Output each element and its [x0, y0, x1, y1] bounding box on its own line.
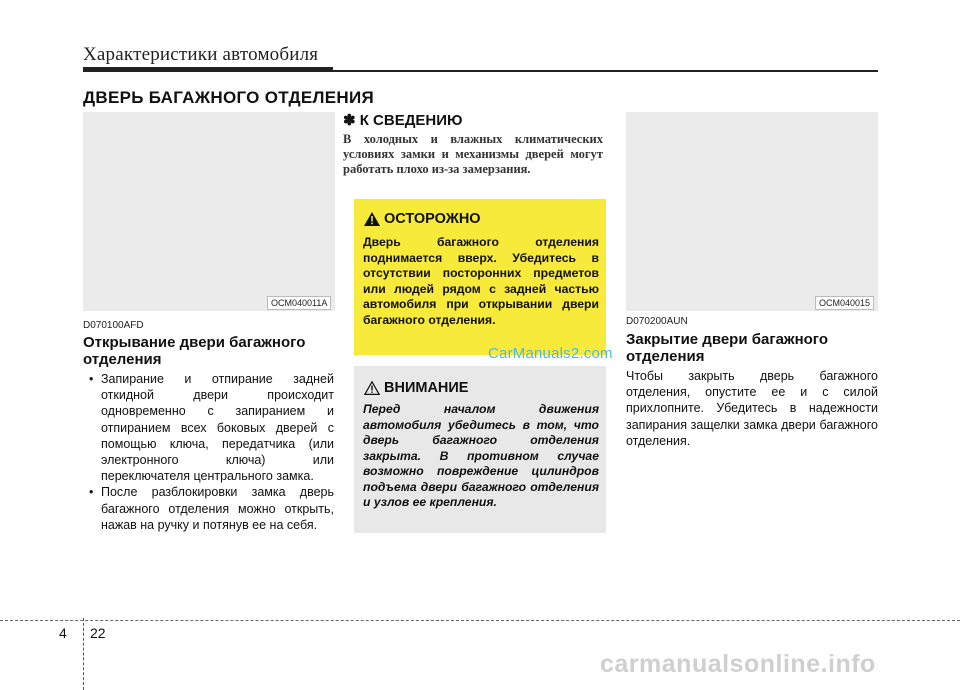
- bullet-icon: •: [89, 485, 94, 500]
- left-subtitle: Открывание двери багажного отделения: [83, 334, 306, 368]
- left-figure: [83, 112, 335, 311]
- page-number: 22: [90, 625, 106, 641]
- page-divider: [83, 618, 85, 690]
- list-item: • После разблокировки замка дверь багажного отделения можно открыть, нажав на ручку и потянув ее на себя.: [89, 485, 334, 532]
- caution-header: [364, 380, 468, 396]
- section-title: ДВЕРЬ БАГАЖНОГО ОТДЕЛЕНИЯ: [83, 88, 375, 107]
- warning-box: [354, 199, 606, 355]
- right-figure: [626, 112, 878, 311]
- bullet-icon: •: [89, 372, 94, 386]
- header-rule: [333, 70, 878, 72]
- warning-text: Дверь багажного отделения поднимается вверх. Убедитесь в отсутствии посторонних предметов или людей рядом с задней частью автомобиля при открывании двери багажного отделения.: [363, 235, 599, 327]
- warning-triangle-icon: [364, 212, 380, 226]
- left-body: [87, 371, 334, 533]
- warning-title: ОСТОРОЖНО: [384, 211, 481, 227]
- left-figure-caption: OCM040011A: [267, 296, 331, 310]
- right-section-code: D070200AUN: [626, 316, 688, 327]
- caution-triangle-icon: [364, 381, 380, 395]
- list-item: • Запирание и отпирание задней откидной двери происходит одновременно с запиранием и отпиранием всех боковых дверей с помощью ключа, передатчика (или электронного ключа) или переключателя центрального замка.: [89, 372, 334, 484]
- caution-title: ВНИМАНИЕ: [384, 380, 469, 396]
- watermark-carmanuals2[interactable]: CarManuals2.com: [488, 345, 613, 362]
- header-bar: [83, 67, 333, 72]
- right-figure-caption: OCM040015: [815, 296, 874, 310]
- caution-box: [354, 366, 606, 533]
- right-subtitle: Закрытие двери багажного отделения: [626, 331, 829, 365]
- caution-text: Перед началом движения автомобиля убедитесь в том, что дверь багажного отделения закрыта. В противном случае возможно повреждение цилиндров подъема двери багажного отделения и узлов ее крепления.: [363, 402, 599, 509]
- footer-rule: [0, 620, 960, 621]
- info-text: В холодных и влажных климатических условиях замки и механизмы дверей могут работать плохо из-за замерзания.: [343, 132, 603, 176]
- chapter-number: 4: [59, 625, 67, 641]
- watermark-carmanualsonline[interactable]: carmanualsonline.info: [600, 650, 876, 678]
- right-body: Чтобы закрыть дверь багажного отделения, опустите ее и с силой прихлопните. Убедитесь в надежности запирания защелки замка двери багажного отделения.: [626, 369, 878, 448]
- header-title: Характеристики автомобиля: [83, 44, 319, 65]
- info-title: ✽ К СВЕДЕНИЮ: [343, 112, 463, 129]
- left-section-code: D070100AFD: [83, 320, 144, 331]
- warning-header: [364, 211, 481, 227]
